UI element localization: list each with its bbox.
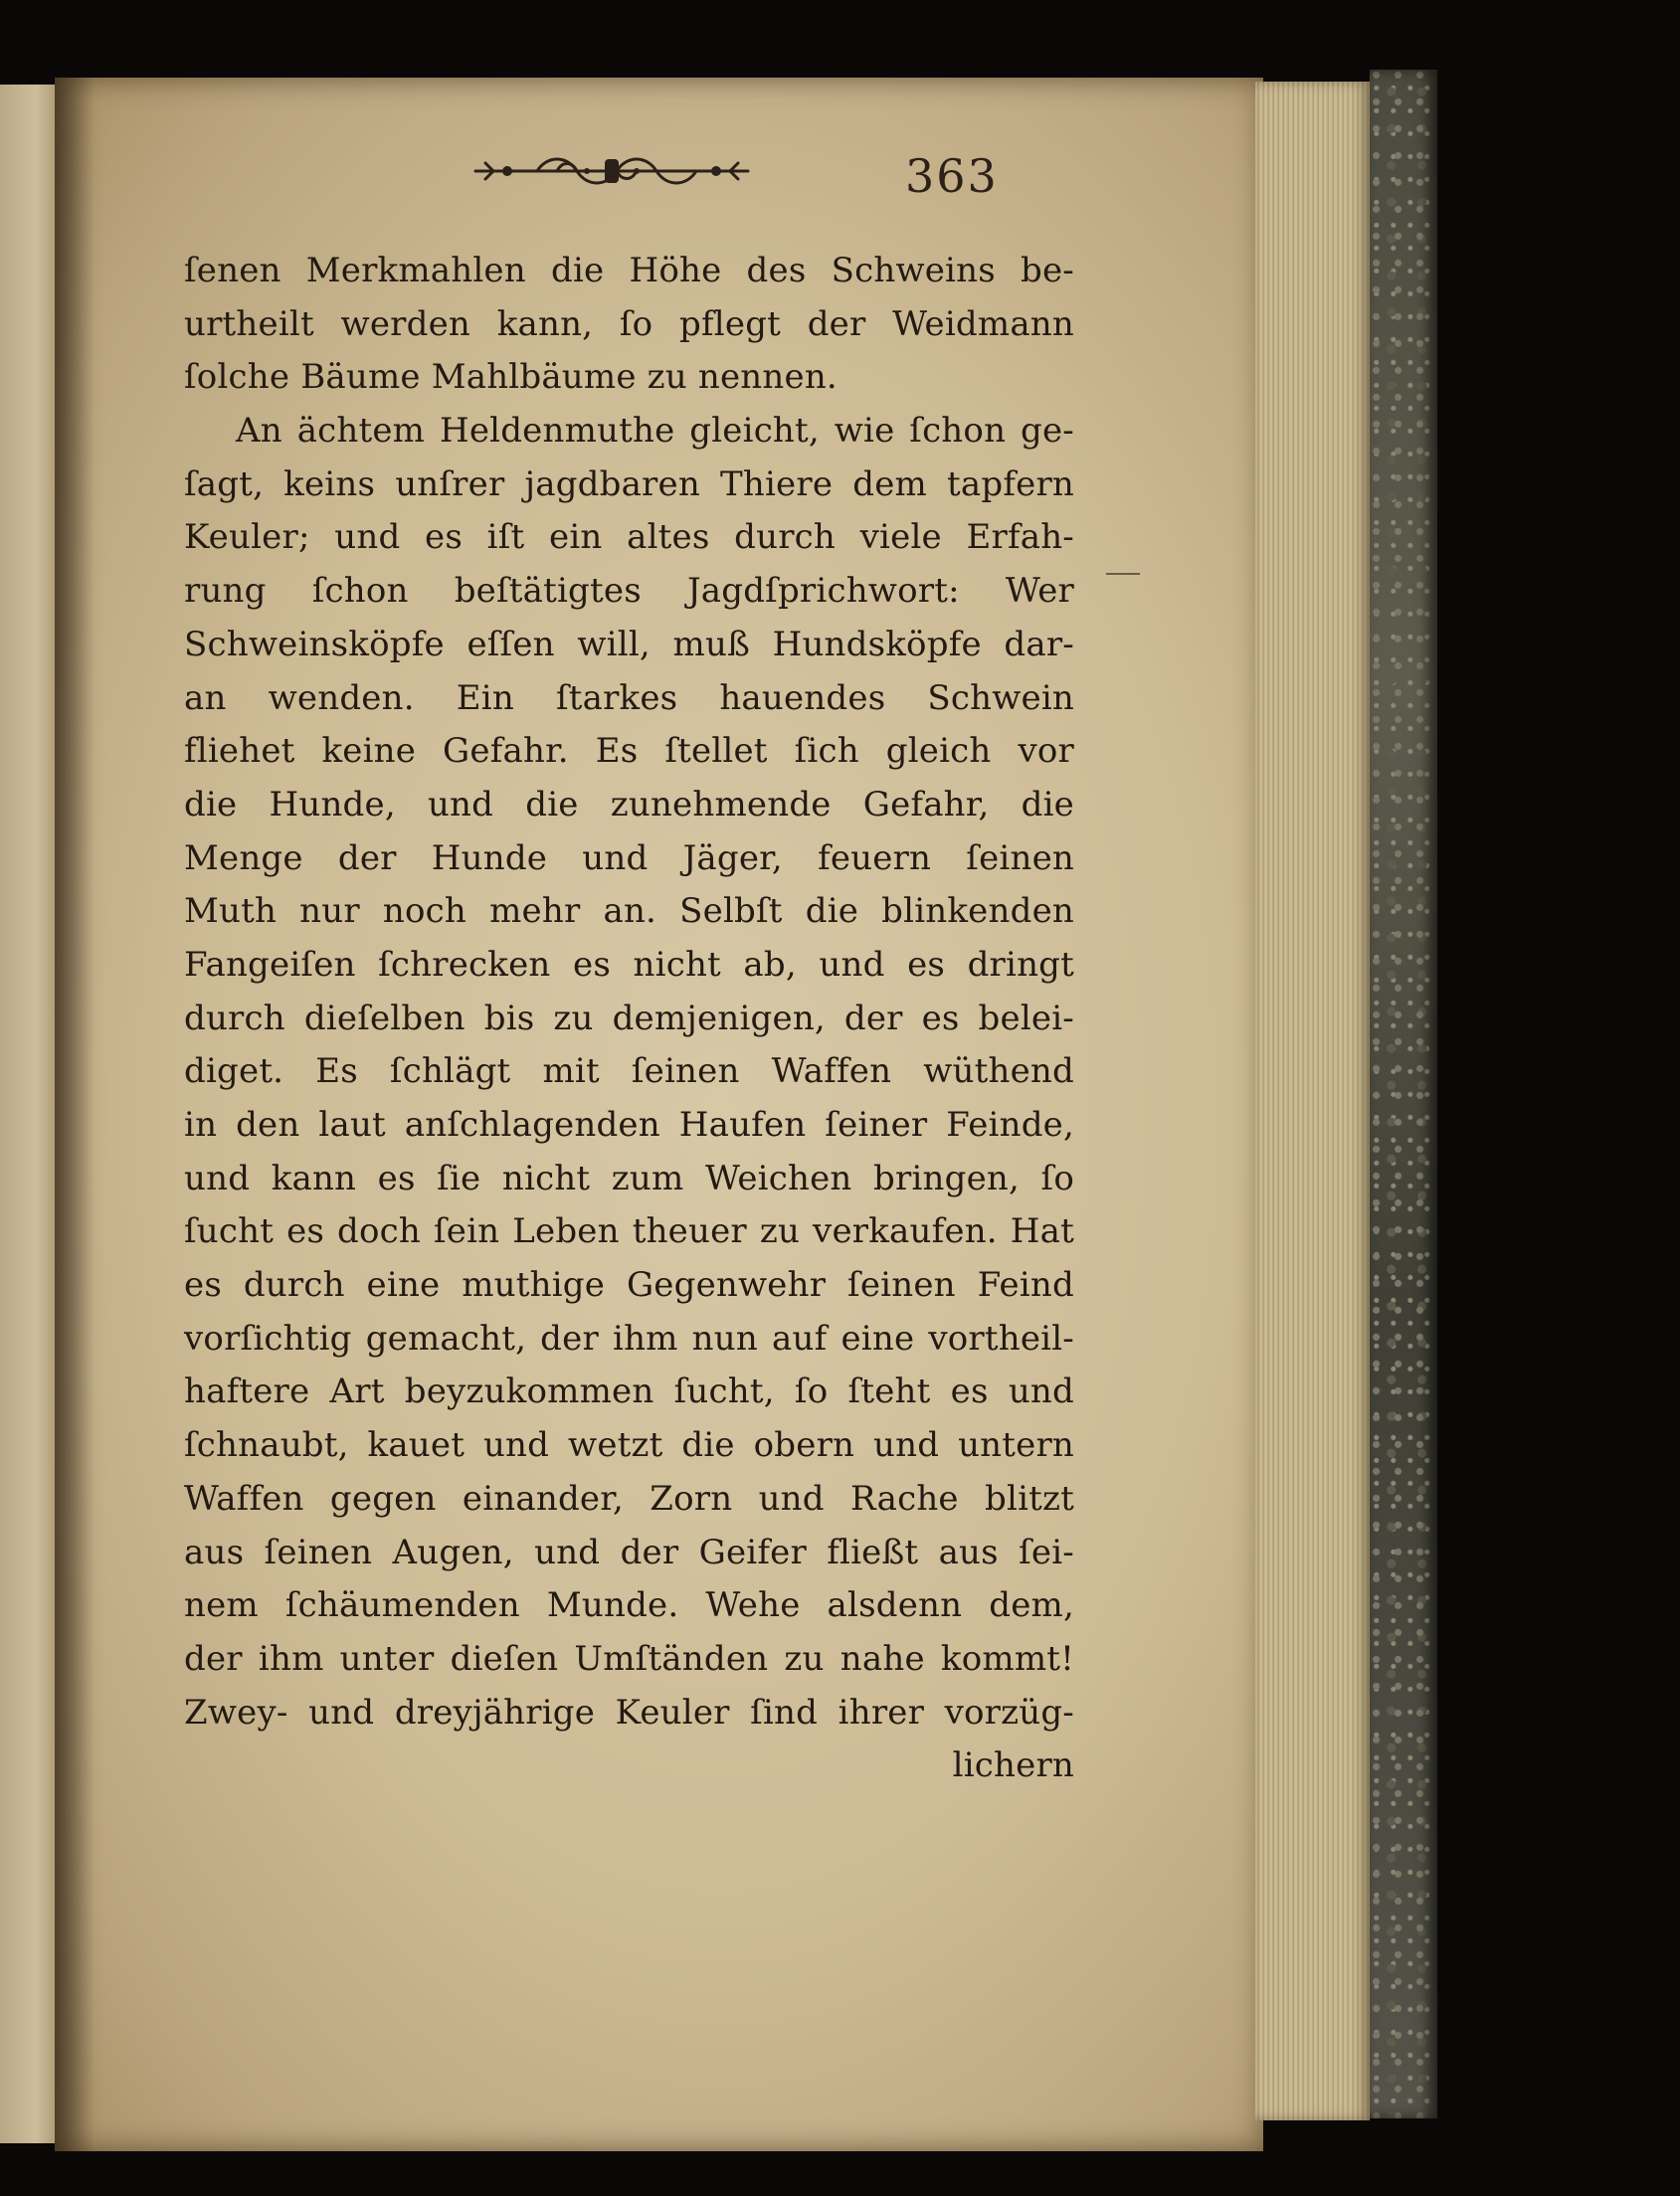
text-line: nem ſchäumenden Munde. Wehe alsdenn dem, (184, 1585, 1074, 1626)
text-line: Fangeiſen ſchrecken es nicht ab, und es dringt (184, 944, 1074, 985)
page-gutter-shadow (55, 78, 94, 2151)
text-line: diget. Es ſchlägt mit ſeinen Waffen wüthend (184, 1051, 1074, 1092)
text-line: Zwey- und dreyjährige Keuler ſind ihrer vorzüg- (184, 1692, 1074, 1733)
page-header (467, 149, 1084, 209)
text-line: die Hunde, und die zunehmende Gefahr, die (184, 784, 1074, 824)
page-fore-edge (1255, 82, 1370, 2120)
text-line: es durch eine muthige Gegenwehr ſeinen Feind (184, 1265, 1074, 1306)
marbled-cover (1370, 70, 1437, 2118)
body-text (184, 245, 1074, 1793)
text-line: haftere Art beyzukommen ſucht, ſo ſteht es und (184, 1372, 1074, 1412)
page-number: 363 (905, 149, 999, 203)
text-line: vorſichtig gemacht, der ihm nun auf eine vortheil- (184, 1318, 1074, 1359)
text-line: ſenen Merkmahlen die Höhe des Schweins be- (184, 251, 1074, 290)
text-line: und kann es ſie nicht zum Weichen bringen, ſo (184, 1158, 1074, 1198)
text-line: ſolche Bäume Mahlbäume zu nennen. (184, 357, 838, 398)
text-line: ſagt, keins unſrer jagdbaren Thiere dem tapfern (184, 463, 1074, 504)
text-line: An ächtem Heldenmuthe gleicht, wie ſchon ge- (236, 411, 1074, 452)
left-page-edge (0, 85, 60, 2143)
text-line: an wenden. Ein ſtarkes hauendes Schwein (184, 677, 1074, 718)
text-line: Muth nur noch mehr an. Selbſt die blinkenden (184, 891, 1074, 932)
text-line: Schweinsköpfe eſſen will, muß Hundsköpfe dar- (184, 624, 1074, 664)
printers-ornament-icon (467, 149, 756, 193)
text-line: ſucht es doch ſein Leben theuer zu verkaufen. Hat (184, 1211, 1074, 1252)
text-line: fliehet keine Gefahr. Es ſtellet ſich gleich vor (184, 731, 1074, 772)
text-line: rung ſchon beſtätigtes Jagdſprichwort: Wer (184, 571, 1074, 612)
text-line: durch dieſelben bis zu demjenigen, der es belei- (184, 998, 1074, 1038)
text-line: in den laut anſchlagenden Haufen ſeiner Feinde, (184, 1105, 1074, 1145)
text-line: Waffen gegen einander, Zorn und Rache blitzt (184, 1478, 1074, 1519)
text-line: Menge der Hunde und Jäger, feuern ſeinen (184, 837, 1074, 878)
text-line: ſchnaubt, kauet und wetzt die obern und untern (184, 1425, 1074, 1466)
text-line: Keuler; und es iſt ein altes durch viele Erfah- (184, 517, 1074, 558)
catchword: lichern (952, 1745, 1074, 1786)
margin-mark (1106, 573, 1140, 575)
text-line: urtheilt werden kann, ſo pflegt der Weidmann (184, 303, 1074, 344)
text-line: der ihm unter dieſen Umſtänden zu nahe kommt! (184, 1638, 1074, 1679)
text-line: aus ſeinen Augen, und der Geifer fließt aus ſei- (184, 1532, 1074, 1572)
